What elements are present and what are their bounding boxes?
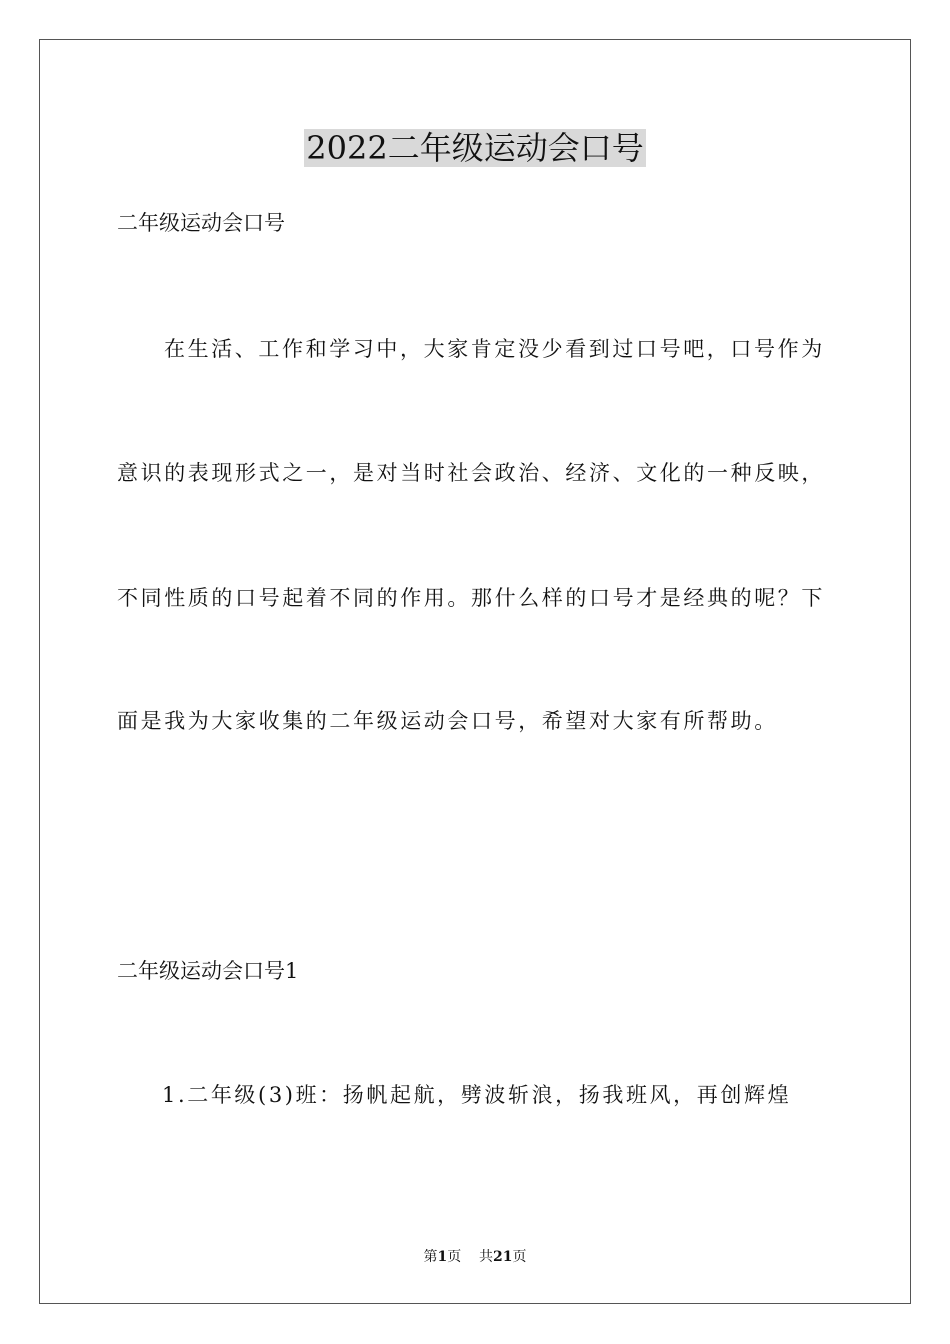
document-title-block: [0, 128, 950, 168]
section-heading: 二年级运动会口号1: [117, 959, 299, 983]
intro-line-3: 不同性质的口号起着不同的作用。那什么样的口号才是经典的呢？下: [117, 586, 825, 610]
document-subtitle: 二年级运动会口号: [117, 211, 285, 235]
document-title: 2022二年级运动会口号: [306, 129, 644, 167]
intro-line-1: 在生活、工作和学习中，大家肯定没少看到过口号吧，口号作为: [164, 337, 825, 361]
total-suffix: 页: [512, 1249, 527, 1265]
intro-line-4: 面是我为大家收集的二年级运动会口号，希望对大家有所帮助。: [117, 709, 778, 733]
total-prefix: 共: [479, 1249, 494, 1265]
intro-line-2: 意识的表现形式之一，是对当时社会政治、经济、文化的一种反映，: [117, 461, 825, 485]
page-footer: [0, 1247, 950, 1267]
page-suffix: 页: [447, 1249, 462, 1265]
slogan-item-1: 1.二年级(3)班：扬帆起航，劈波斩浪，扬我班风，再创辉煌: [162, 1083, 792, 1107]
page-prefix: 第: [423, 1249, 438, 1265]
page-current: 1: [437, 1249, 448, 1265]
page-total: 21: [493, 1249, 513, 1265]
